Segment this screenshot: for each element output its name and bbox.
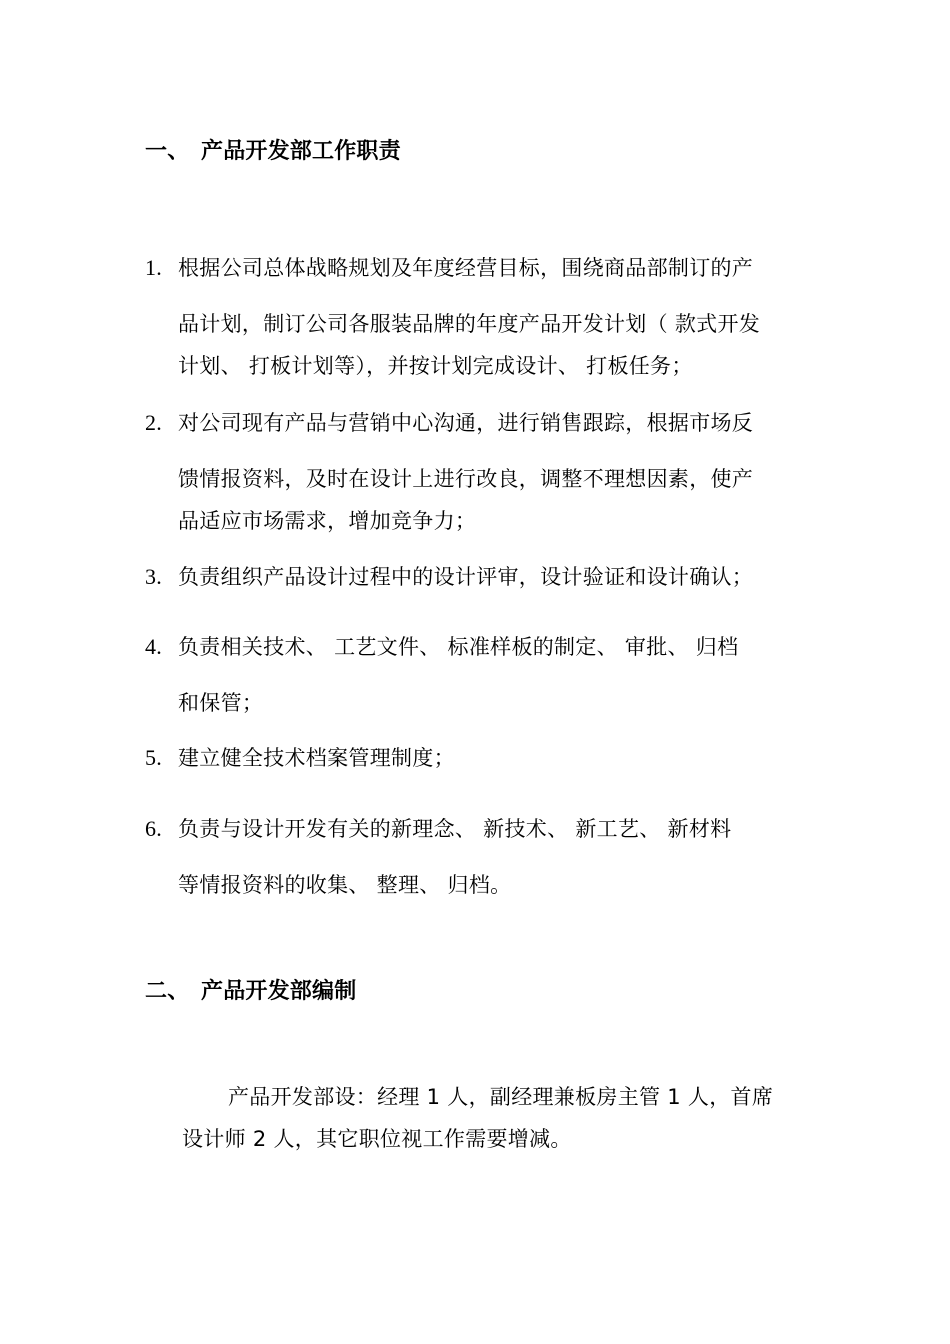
paragraph-line: 设计师 2 人，其它职位视工作需要增减。 (182, 1127, 572, 1151)
list-line: 建立健全技术档案管理制度； (178, 746, 455, 770)
list-item (145, 632, 815, 718)
list-line: 负责组织产品设计过程中的设计评审，设计验证和设计确认； (178, 565, 754, 589)
paragraph-line: 产品开发部设：经理 1 人，副经理兼板房主管 1 人，首席 (228, 1085, 774, 1109)
list-line: 对公司现有产品与营销中心沟通，进行销售跟踪，根据市场反 (178, 411, 754, 435)
list-line: 品适应市场需求，增加竞争力； (178, 509, 477, 533)
list-line: 品计划，制订公司各服装品牌的年度产品开发计划（ 款式开发 (178, 312, 761, 336)
section-2-heading (145, 977, 356, 1007)
list-item (145, 814, 815, 900)
list-item (145, 408, 815, 536)
list-marker: 4. (145, 634, 163, 659)
list-line: 根据公司总体战略规划及年度经营目标，围绕商品部制订的产 (178, 256, 754, 280)
list-marker: 6. (145, 816, 163, 841)
list-line: 负责与设计开发有关的新理念、 新技术、 新工艺、 新材料 (178, 817, 732, 841)
section-2-title: 产品开发部编制 (201, 979, 357, 1004)
list-marker: 1. (145, 255, 163, 280)
list-item (145, 562, 815, 592)
section-1-heading (145, 137, 401, 167)
staffing-paragraph (182, 1082, 822, 1154)
section-1-title: 产品开发部工作职责 (201, 139, 401, 164)
list-line: 负责相关技术、 工艺文件、 标准样板的制定、 审批、 归档 (178, 635, 739, 659)
list-line: 和保管； (178, 691, 264, 715)
list-line: 计划、 打板计划等），并按计划完成设计、 打板任务； (178, 354, 693, 378)
list-line: 馈情报资料，及时在设计上进行改良，调整不理想因素，使产 (178, 467, 754, 491)
list-marker: 3. (145, 564, 163, 589)
list-item (145, 743, 815, 773)
section-2-number: 二、 (145, 979, 190, 1004)
list-item (145, 253, 815, 381)
list-line: 等情报资料的收集、 整理、 归档。 (178, 873, 512, 897)
section-1-number: 一、 (145, 139, 190, 164)
responsibility-list (145, 253, 815, 900)
list-marker: 5. (145, 745, 163, 770)
list-marker: 2. (145, 410, 163, 435)
